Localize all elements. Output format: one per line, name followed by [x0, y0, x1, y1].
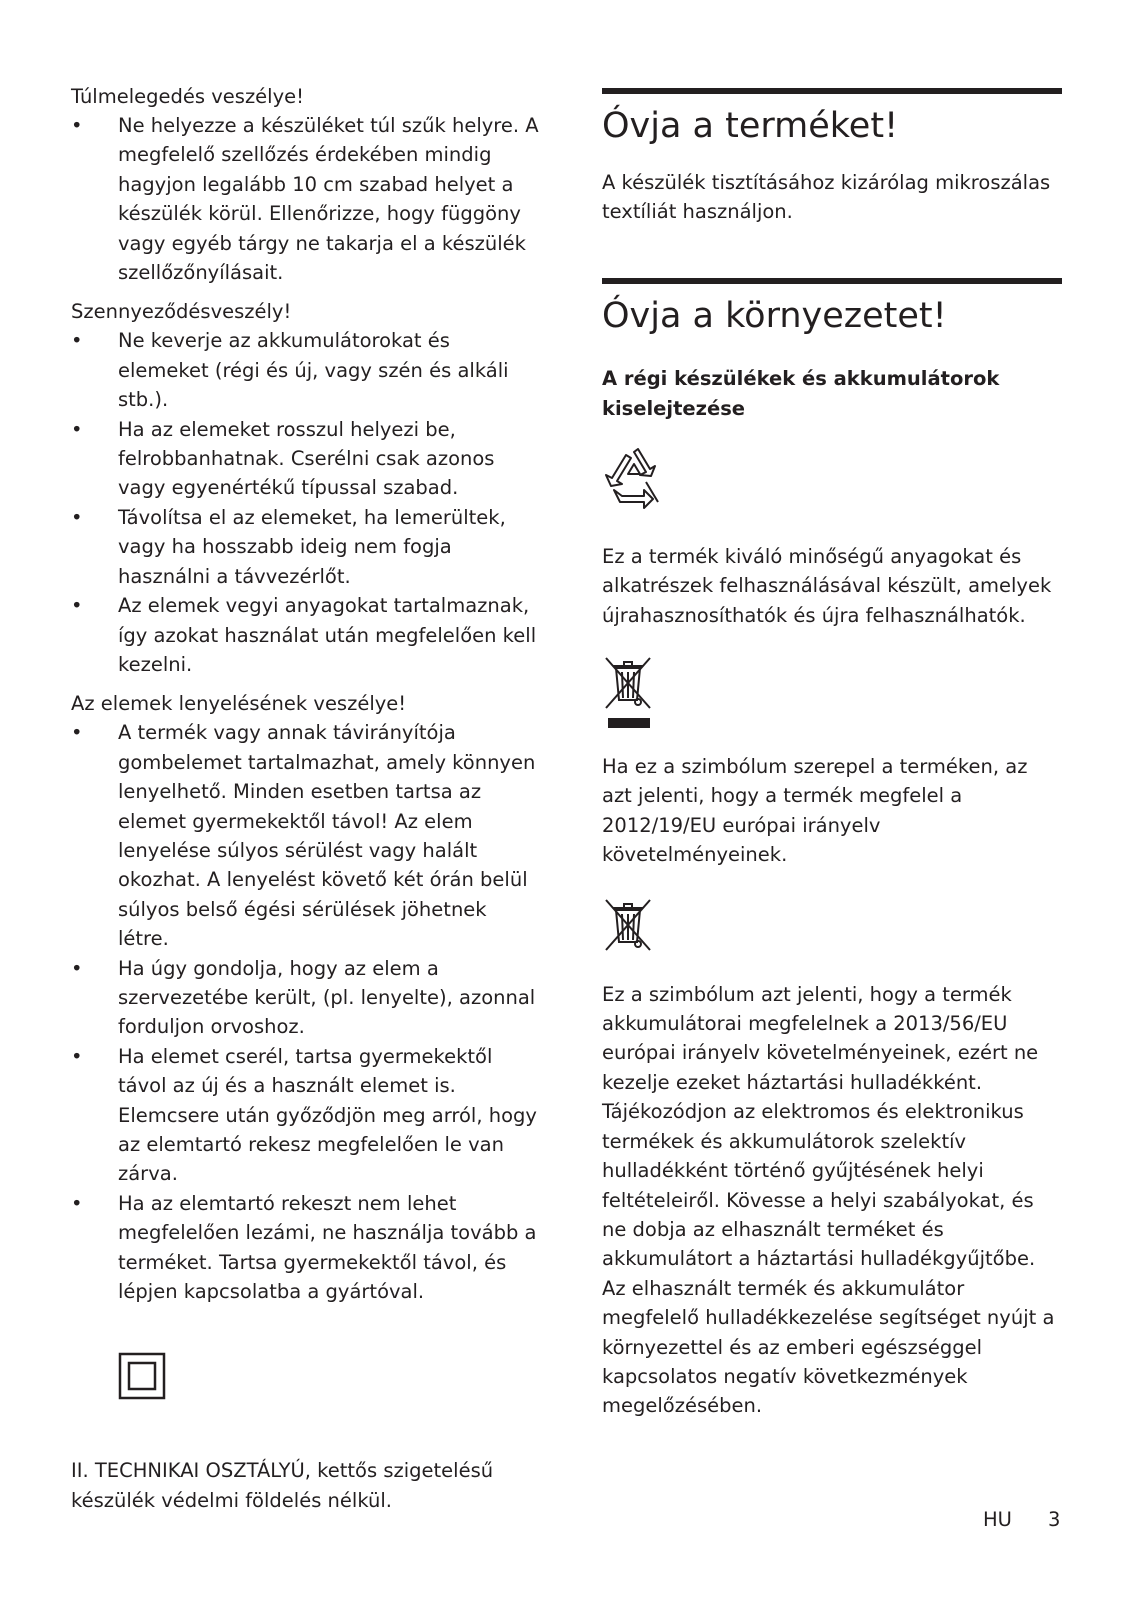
list-item	[71, 415, 541, 503]
battery-text: Ez a szimbólum azt jelenti, hogy a termék akkumulátorai megfelelnek a 2013/56/EU európai irányelv követelményeinek, ezért ne kezelje ezeket háztartási hulladékként. Tájékozódjon az elektromos és elektronikus termékek és akkumulátorok szelektív hulladékként történő gyűjtésének helyi feltételeiről. Kövesse a helyi szabályokat, és ne dobja az elhasznált terméket és akkumulátort a háztartási hulladékgyűjtőbe. Az elhasznált termék és akkumulátor megfelelő hulladékkezelése segítséget nyújt a környezettel és az emberi egészséggel kapcsolatos negatív következmények megelőzésében.	[602, 982, 1055, 1418]
page-number: 3	[1048, 1508, 1061, 1531]
list-item-text: Ha elemet cserél, tartsa gyermekektől távol az új és a használt elemet is. Elemcsere után győződjön meg arról, hogy az elemtartó rekesz megfelelően le van zárva.	[118, 1044, 537, 1186]
list-item	[71, 503, 541, 591]
bullet-dot: •	[71, 721, 83, 745]
class-ii-description: II. TECHNIKAI OSZTÁLYÚ, kettős szigetelésű készülék védelmi földelés nélkül.	[71, 1459, 494, 1512]
protect-product-text: A készülék tisztításához kizárólag mikroszálas textíliát használjon.	[602, 171, 1051, 224]
list-item	[71, 111, 541, 287]
bullet-dot: •	[71, 417, 83, 441]
list-item-text: Távolítsa el az elemeket, ha lemerültek, vagy ha hosszabb ideig nem fogja használni a távvezérlőt.	[118, 505, 506, 588]
list-item	[71, 1042, 541, 1189]
list-item-text: A termék vagy annak távirányítója gombelemet tartalmazhat, amely könnyen lenyelhető. Minden esetben tartsa az elemet gyermekektől távol! Az elem lenyelése súlyos sérülést vagy halált okozhat. A lenyelést követő két órán belül súlyos belső égési sérülések jöhetnek létre.	[118, 721, 536, 951]
section-rule	[602, 88, 1062, 94]
recycle-icon	[602, 446, 666, 510]
overheat-heading: Túlmelegedés veszélye!	[71, 85, 304, 108]
list-item-text: Ha az elemtartó rekeszt nem lehet megfelelően lezámi, ne használja tovább a terméket. Tartsa gyermekektől távol, és lépjen kapcsolatba a gyártóval.	[118, 1191, 537, 1304]
list-item	[71, 954, 541, 1042]
overheat-list	[71, 111, 541, 287]
right-column	[602, 88, 1062, 1421]
battery-crossed-bin-icon	[602, 896, 658, 954]
recycle-text: Ez a termék kiváló minőségű anyagokat és alkatrészek felhasználásával készült, amelyek újrahasznosíthatók és újra felhasználhatók.	[602, 544, 1052, 627]
list-item-text: Ne keverje az akkumulátorokat és elemeket (régi és új, vagy szén és alkáli stb.).	[118, 329, 509, 412]
list-item-text: Az elemek vegyi anyagokat tartalmaznak, így azokat használat után megfelelően kell kezelni.	[118, 594, 537, 676]
list-item	[71, 718, 541, 953]
bullet-dot: •	[71, 594, 83, 618]
bullet-dot: •	[71, 1044, 83, 1068]
left-column	[71, 82, 541, 1515]
list-item-text: Ne helyezze a készüléket túl szűk helyre. A megfelelő szellőzés érdekében mindig hagyjon legalább 10 cm szabad helyet a készülék körül. Ellenőrizze, hogy függöny vagy egyéb tárgy ne takarja el a készülék szellőzőnyílásait.	[118, 114, 539, 285]
bullet-dot: •	[71, 114, 83, 137]
list-item-text: Ha úgy gondolja, hogy az elem a szervezetébe került, (pl. lenyelte), azonnal forduljon orvoshoz.	[118, 956, 536, 1039]
pollution-list	[71, 326, 541, 679]
bullet-dot: •	[71, 505, 83, 529]
bullet-dot: •	[71, 1191, 83, 1215]
protect-product-heading: Óvja a terméket!	[602, 106, 899, 146]
disposal-subheading: A régi készülékek és akkumulátorok kiselejtezése	[602, 366, 1000, 420]
list-item	[71, 1189, 541, 1307]
swallow-heading: Az elemek lenyelésének veszélye!	[71, 692, 407, 716]
weee-text: Ha ez a szimbólum szerepel a terméken, az azt jelenti, hogy a termék megfelel a 2012/19/EU európai irányelv követelményeinek.	[602, 755, 1028, 867]
list-item-text: Ha az elemeket rosszul helyezi be, felrobbanhatnak. Cserélni csak azonos vagy egyenértékű típussal szabad.	[118, 417, 495, 500]
weee-crossed-bin-bar-icon	[602, 654, 658, 732]
swallow-list	[71, 718, 541, 1306]
class-ii-double-insulation-icon	[118, 1352, 166, 1400]
language-code: HU	[983, 1508, 1012, 1531]
list-item	[71, 591, 541, 679]
protect-env-heading: Óvja a környezetet!	[602, 295, 947, 336]
bullet-dot: •	[71, 956, 83, 980]
bullet-dot: •	[71, 329, 83, 353]
list-item	[71, 326, 541, 414]
pollution-heading: Szennyeződésveszély!	[71, 300, 292, 324]
section-rule	[602, 278, 1062, 284]
